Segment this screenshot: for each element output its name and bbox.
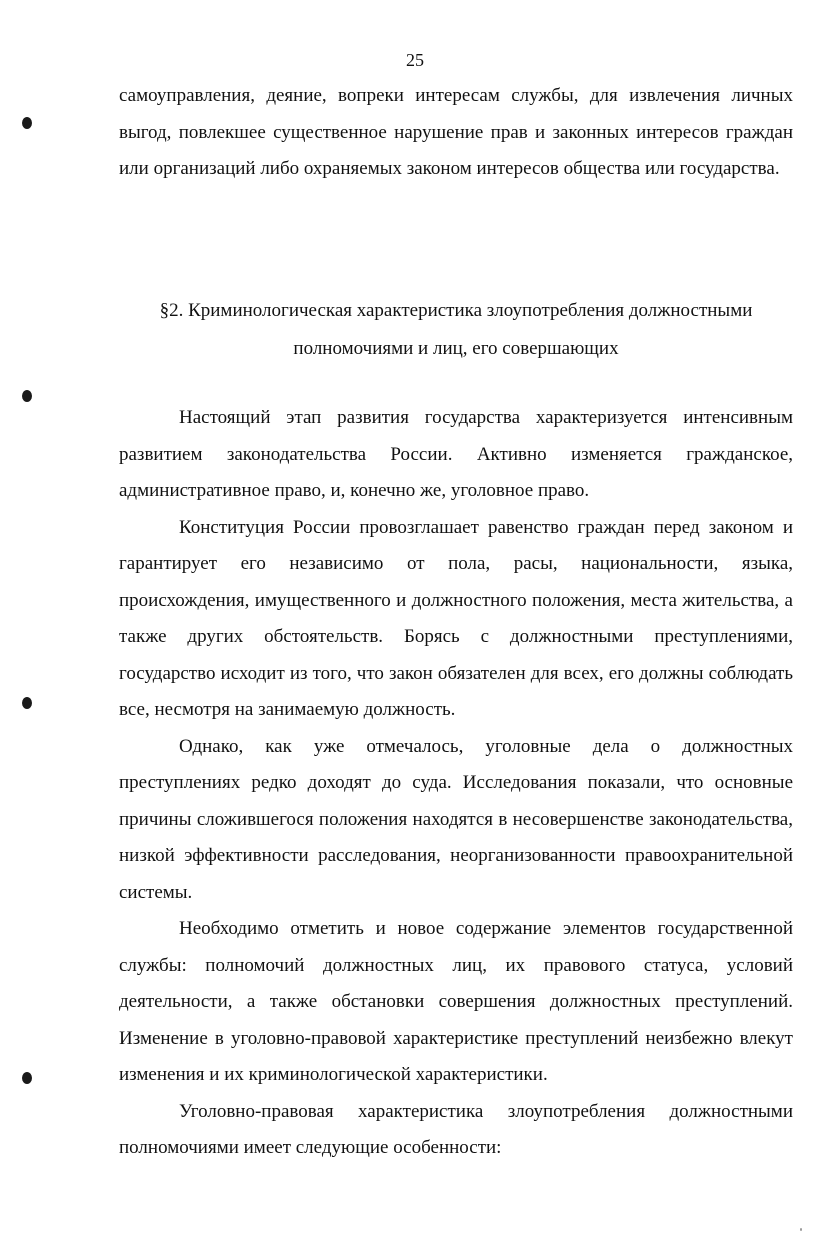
paragraph: Уголовно-правовая характеристика злоупотребления должностными полномочиями имеет следующие особенности: [119,1100,793,1158]
binder-hole-3 [22,697,32,709]
section-heading [119,292,793,368]
section-heading-line-1: §2. Криминологическая характеристика злоупотребления должностными [159,300,753,321]
paragraph: Необходимо отметить и новое содержание элементов государственной службы: полномочий должностных лиц, их правового статуса, условий деятельности, а также обстановки совершения должностных преступлений. Изменение в уголовно-правовой характеристике преступлений неизбежно влекут изменения и их криминологической характеристики. [119,918,793,1085]
continuation-text [119,78,793,188]
page-number: 25 [406,50,424,70]
binder-hole-2 [22,390,32,402]
binder-hole-4 [22,1072,32,1084]
paragraph: Настоящий этап развития государства характеризуется интенсивным развитием законодательства России. Активно изменяется гражданское, административное право, и, конечно же, уголовное право. [119,407,793,501]
scan-speck [800,1228,802,1231]
paragraph: Однако, как уже отмечалось, уголовные дела о должностных преступлениях редко доходят до суда. Исследования показали, что основные причины сложившегося положения находятся в несовершенстве законодательства, низкой эффективности расследования, неорганизованности правоохранительной системы. [119,735,793,903]
section-heading-line-2: полномочиями и лиц, его совершающих [293,338,619,359]
binder-hole-1 [22,117,32,129]
paragraph: Конституция России провозглашает равенство граждан перед законом и гарантирует его независимо от пола, расы, национальности, языка, происхождения, имущественного и должностного положения, места жительства, а также других обстоятельств. Борясь с должностными преступлениями, государство исходит из того, что закон обязателен для всех, его должны соблюдать все, несмотря на занимаемую должность. [119,516,793,720]
paragraph: самоуправления, деяние, вопреки интересам службы, для извлечения личных выгод, повлекшее существенное нарушение прав и законных интересов граждан или организаций либо охраняемых законом интересов общества или государства. [119,85,793,179]
body-text [119,400,793,1167]
